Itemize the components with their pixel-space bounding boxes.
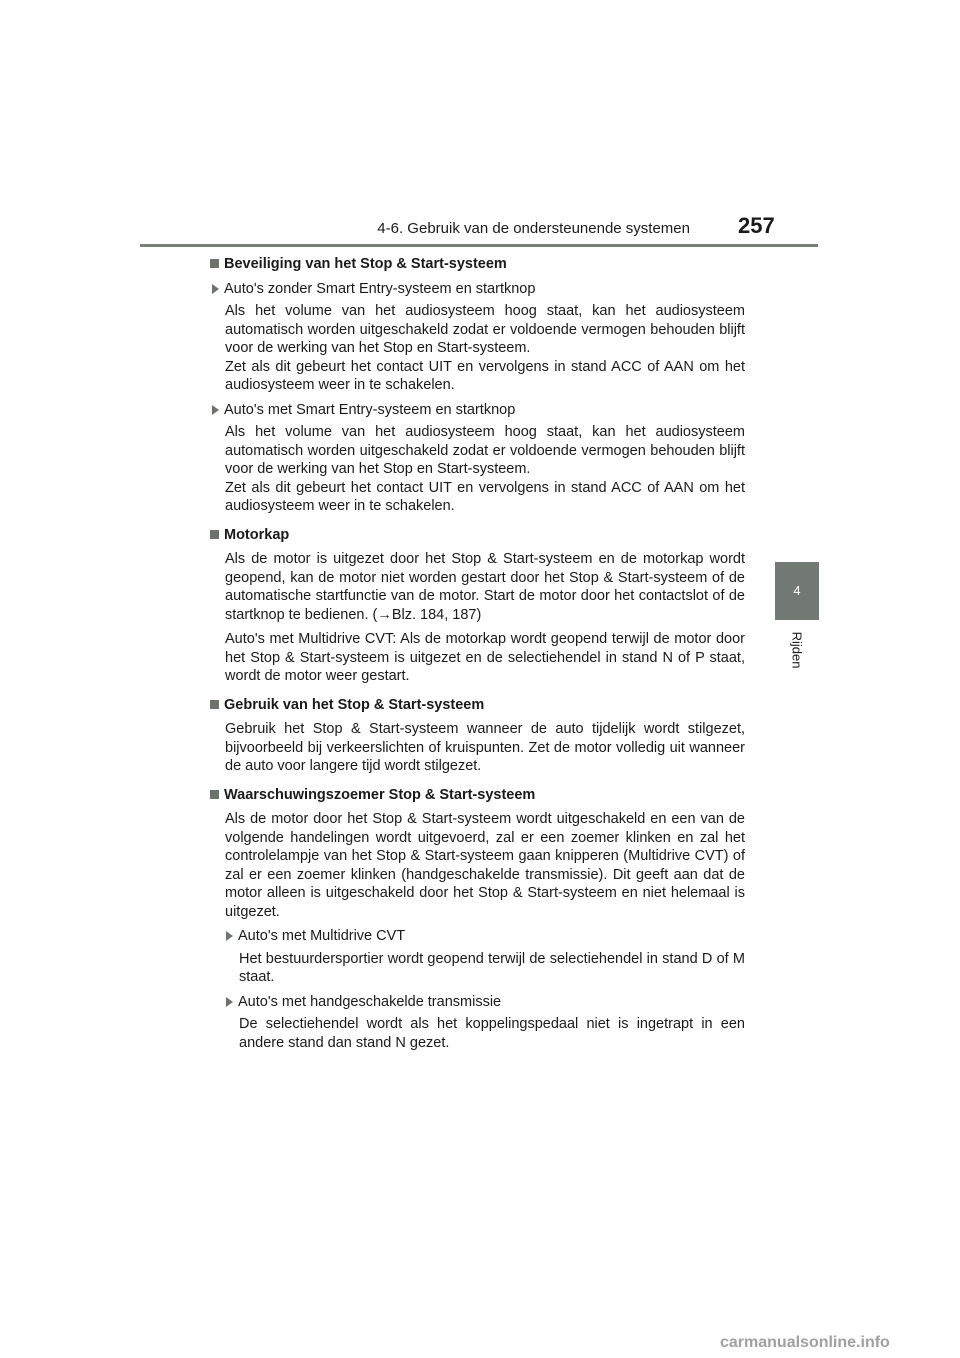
- sub-heading-met-smart-entry: [210, 401, 745, 420]
- paragraph: Als de motor is uitgezet door het Stop & Start-systeem en de motorkap wordt geopend, kan de motor niet worden gestart door het Stop & Start-systeem of de automatische startfunctie van de motor. Start de motor door het contactslot of de startknop te bedienen. (→Blz. 184, 187): [225, 551, 745, 623]
- triangle-bullet-icon: [212, 284, 219, 294]
- section-heading-text: Waarschuwingszoemer Stop & Start-systeem: [224, 786, 536, 803]
- square-bullet-icon: [210, 530, 219, 539]
- sub-heading-text: Auto's zonder Smart Entry-systeem en startknop: [224, 280, 536, 297]
- triangle-bullet-icon: [212, 405, 219, 415]
- page-content: [210, 255, 745, 1058]
- square-bullet-icon: [210, 259, 219, 268]
- section-heading-beveiliging: [210, 255, 745, 274]
- section-heading-text: Gebruik van het Stop & Start-systeem: [224, 696, 485, 713]
- paragraph-line: Als het volume van het audiosysteem hoog staat, kan het audiosysteem automatisch worden uitgeschakeld zodat er voldoende vermogen behouden blijft voor de werking van het Stop en Start-systeem.: [225, 303, 745, 356]
- chapter-tab-label: [775, 620, 819, 680]
- section-heading-text: Beveiliging van het Stop & Start-systeem: [224, 256, 507, 272]
- watermark: carmanualsonline.info: [720, 1334, 890, 1351]
- sub-heading-handgeschakelde: [224, 993, 745, 1012]
- sub-heading-text: Auto's met Multidrive CVT: [238, 928, 406, 944]
- header-divider: [140, 244, 818, 247]
- section-heading-text: Motorkap: [224, 526, 290, 543]
- square-bullet-icon: [210, 790, 219, 799]
- section-heading-motorkap: [210, 526, 745, 545]
- section-heading-gebruik: [210, 696, 745, 715]
- triangle-bullet-icon: [226, 997, 233, 1007]
- sub-heading-text: Auto's met handgeschakelde transmissie: [238, 993, 502, 1010]
- paragraph: Als de motor door het Stop & Start-systeem wordt uitgeschakeld en een van de volgende handelingen wordt uitgevoerd, zal er een zoemer klinken en zal het controlelampje van het Stop & Start-systeem gaan knipperen (Multidrive CVT) of zal er een zoemer klinken (handgeschakelde transmissie). Dit geeft aan dat de motor alleen is uitgeschakeld door het Stop & Start-systeem en niet helemaal is uitgezet.: [225, 811, 745, 920]
- square-bullet-icon: [210, 700, 219, 709]
- paragraph: Auto's met Multidrive CVT: Als de motorkap wordt geopend terwijl de motor door het Stop & Start-systeem is uitgezet en de selectiehendel in stand N of P staat, wordt de motor weer gestart.: [225, 631, 745, 684]
- paragraph-line: Zet als dit gebeurt het contact UIT en vervolgens in stand ACC of AAN om het audiosysteem weer in te schakelen.: [225, 358, 745, 393]
- chapter-title: 4-6. Gebruik van de ondersteunende systemen: [377, 220, 690, 237]
- paragraph: De selectiehendel wordt als het koppelingspedaal niet is ingetrapt in een andere stand dan stand N gezet.: [239, 1016, 745, 1051]
- paragraph: [225, 423, 745, 516]
- chapter-tab-label-text: Rijden: [789, 631, 805, 669]
- page-number: 257: [738, 213, 775, 238]
- sub-heading-text: Auto's met Smart Entry-systeem en startknop: [224, 401, 516, 418]
- sub-heading-multidrive-cvt: [224, 927, 745, 946]
- paragraph: Het bestuurdersportier wordt geopend terwijl de selectiehendel in stand D of M staat.: [239, 950, 745, 985]
- triangle-bullet-icon: [226, 931, 233, 941]
- paragraph: Gebruik het Stop & Start-systeem wanneer de auto tijdelijk wordt stilgezet, bijvoorbeeld bij verkeerslichten of kruispunten. Zet de motor volledig uit wanneer de auto voor langere tijd wordt stilgezet.: [225, 721, 745, 774]
- section-heading-waarschuwingszoemer: [210, 786, 745, 805]
- paragraph: [225, 302, 745, 395]
- chapter-tab[interactable]: 4: [775, 562, 819, 620]
- paragraph-line: Zet als dit gebeurt het contact UIT en vervolgens in stand ACC of AAN om het audiosysteem weer in te schakelen.: [225, 479, 745, 514]
- paragraph-line: Als het volume van het audiosysteem hoog staat, kan het audiosysteem automatisch worden uitgeschakeld zodat er voldoende vermogen behouden blijft voor de werking van het Stop en Start-systeem.: [225, 424, 745, 477]
- sub-heading-zonder-smart-entry: [210, 280, 745, 299]
